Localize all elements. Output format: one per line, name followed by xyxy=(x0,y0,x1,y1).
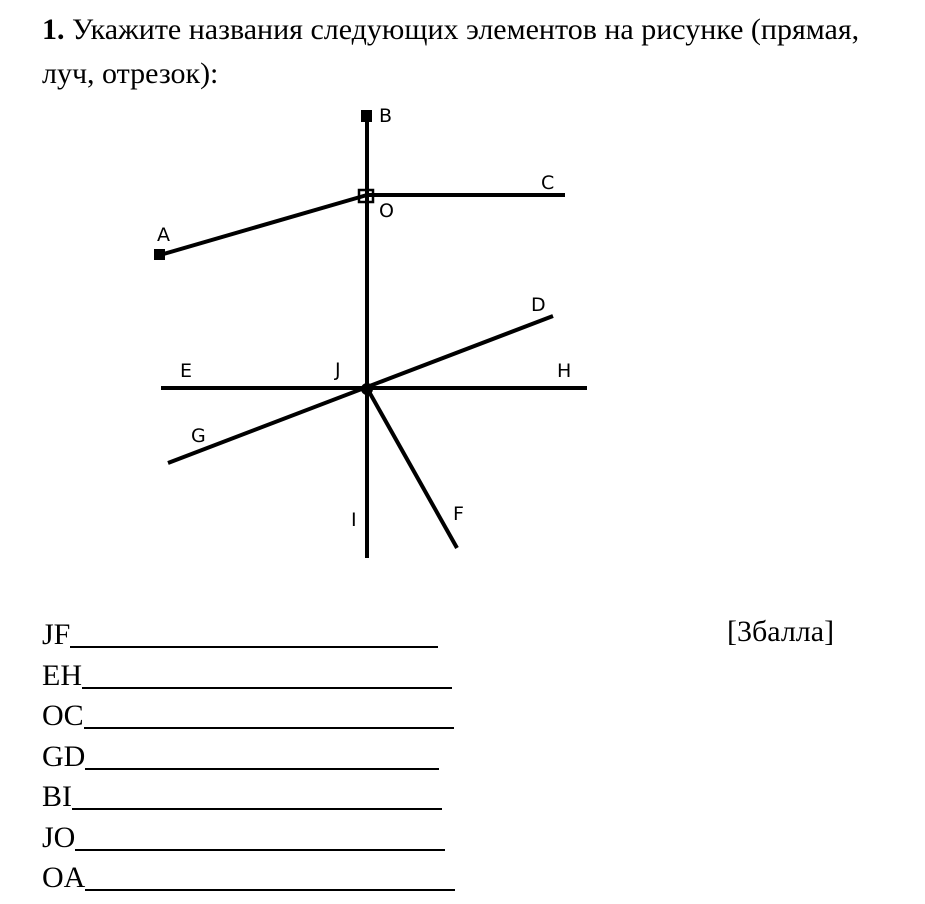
label-c: C xyxy=(541,172,555,194)
answer-blank[interactable] xyxy=(82,657,452,689)
answer-label: JF xyxy=(42,618,71,651)
point-j-marker xyxy=(361,383,373,395)
answer-label: BI xyxy=(42,780,72,813)
answer-blank[interactable] xyxy=(70,616,438,648)
line-jf xyxy=(367,388,457,548)
answer-blank[interactable] xyxy=(72,778,442,810)
question-number: 1. xyxy=(42,13,65,46)
answer-row-oa xyxy=(42,855,642,896)
answer-label: OA xyxy=(42,861,86,894)
label-f: F xyxy=(453,503,464,525)
label-b: B xyxy=(379,105,393,127)
point-b-marker xyxy=(361,110,372,122)
answer-label: EH xyxy=(42,658,82,692)
question-body: Укажите названия следующих элементов на рисунке (прямая, луч, отрезок): xyxy=(42,13,860,90)
answer-row-jf xyxy=(42,612,642,653)
line-oa xyxy=(160,195,367,255)
label-d: D xyxy=(531,294,546,316)
answer-row-gd xyxy=(42,734,642,775)
label-h: H xyxy=(557,360,572,382)
answer-list xyxy=(42,612,642,896)
answer-blank[interactable] xyxy=(84,697,454,729)
answer-blank[interactable] xyxy=(75,819,445,851)
label-e: E xyxy=(180,360,193,382)
label-a: A xyxy=(157,224,170,246)
answer-row-eh xyxy=(42,653,642,694)
label-i: I xyxy=(351,509,357,531)
label-j: J xyxy=(335,359,341,381)
label-g: G xyxy=(191,425,206,447)
answer-row-bi xyxy=(42,774,642,815)
answer-label: JO xyxy=(42,820,76,854)
label-o: O xyxy=(379,200,394,222)
point-a-marker xyxy=(154,249,165,260)
answer-blank[interactable] xyxy=(85,738,439,770)
answer-row-oc xyxy=(42,693,642,734)
answer-blank[interactable] xyxy=(85,859,455,891)
score-label: [3балла] xyxy=(727,615,835,648)
answer-label: GD xyxy=(42,739,86,773)
answer-row-jo xyxy=(42,815,642,856)
answer-label: OC xyxy=(42,699,84,732)
